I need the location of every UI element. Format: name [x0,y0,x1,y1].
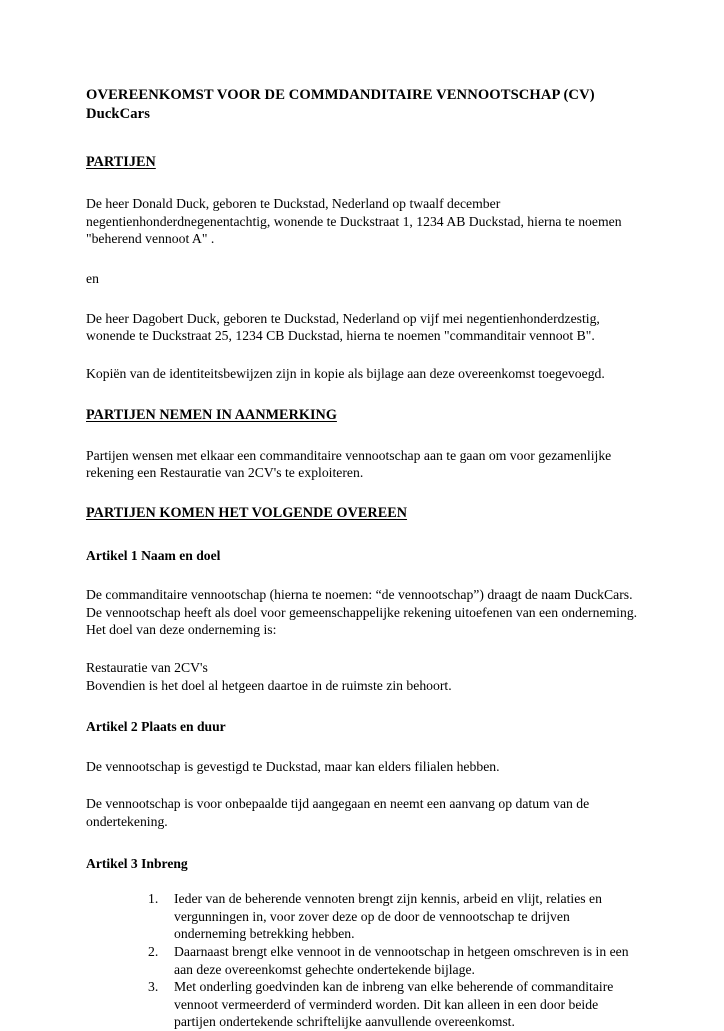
page-title [86,86,642,125]
spacer [86,736,642,758]
spacer [86,872,642,890]
article-heading-2: Artikel 2 Plaats en duur [86,719,226,735]
section-heading-overeen: PARTIJEN KOMEN HET VOLGENDE OVEREEN [86,505,408,522]
spacer [86,425,642,447]
paragraph-identity-note: Kopiën van de identiteitsbewijzen zijn in kopie als bijlage aan deze overeenkomst toegevoegd. [86,365,605,381]
paragraph-conjunction: en [86,271,99,287]
section-heading-aanmerking: PARTIJEN NEMEN IN AANMERKING [86,407,337,424]
article-2-body-2: De vennootschap is voor onbepaalde tijd aangegaan en neemt een aanvang op datum van de ondertekening. [86,796,590,830]
article-heading-1: Artikel 1 Naam en doel [86,547,221,563]
document-title-line-1: OVEREENKOMST VOOR DE COMMDANDITAIRE VENNOOTSCHAP (CV) [86,87,595,103]
article-2-body-1: De vennootschap is gevestigd te Duckstad, maar kan elders filialen hebben. [86,758,500,774]
list-item: Met onderling goedvinden kan de inbreng van elke beherende of commanditaire vennoot vermeerderd of verminderd worden. Dit kan alleen in een door beide partijen ondertekende schriftelijke aanvullende overeenkomst. [174,979,614,1030]
spacer [86,482,642,504]
spacer [86,564,642,586]
spacer [86,171,642,195]
paragraph-party-b: De heer Dagobert Duck, geboren te Duckstad, Nederland op vijf mei negentienhonderdzestig, wonende te Duckstraat 25, 1234 CB Duckstad, hierna te noemen "commanditair vennoot B". [86,310,600,344]
spacer [86,639,642,659]
article-1-purpose-line-1: Restauratie van 2CV's [86,659,208,675]
spacer [86,694,642,718]
spacer [86,523,642,547]
list-item: Ieder van de beherende vennoten brengt zijn kennis, arbeid en vlijt, relaties en vergunningen in, voor zover deze op de door de vennootschap te drijven onderneming betrekking hebben. [174,891,602,942]
article-heading-3: Artikel 3 Inbreng [86,855,188,871]
article-1-purpose-line-2: Bovendien is het doel al hetgeen daartoe in de ruimste zin behoort. [86,677,452,693]
spacer [86,345,642,365]
list-item: Daarnaast brengt elke vennoot in de vennootschap in hetgeen omschreven is in een aan deze overeenkomst gehechte ondertekende bijlage. [174,944,629,977]
spacer [86,382,642,406]
document-body [86,86,642,1031]
spacer [86,288,642,310]
inbreng-list [86,890,642,1031]
document-title-line-2: DuckCars [86,106,151,123]
section-heading-partijen: PARTIJEN [86,153,156,170]
paragraph-aanmerking: Partijen wensen met elkaar een commanditaire vennootschap aan te gaan om voor gezamenlijke rekening een Restauratie van 2CV's te exploiteren. [86,447,612,481]
spacer [86,775,642,795]
spacer [86,248,642,270]
spacer [86,831,642,855]
spacer [86,125,642,153]
article-1-body: De commanditaire vennootschap (hierna te noemen: “de vennootschap”) draagt de naam DuckCars. De vennootschap heeft als doel voor gemeenschappelijke rekening uitoefenen van een onderneming. Het doel van deze onderneming is: [86,587,638,638]
paragraph-party-a: De heer Donald Duck, geboren te Duckstad, Nederland op twaalf december negentienhonderdnegenentachtig, wonende te Duckstraat 1, 1234 AB Duckstad, hierna te noemen "beherend vennoot A" . [86,196,622,247]
